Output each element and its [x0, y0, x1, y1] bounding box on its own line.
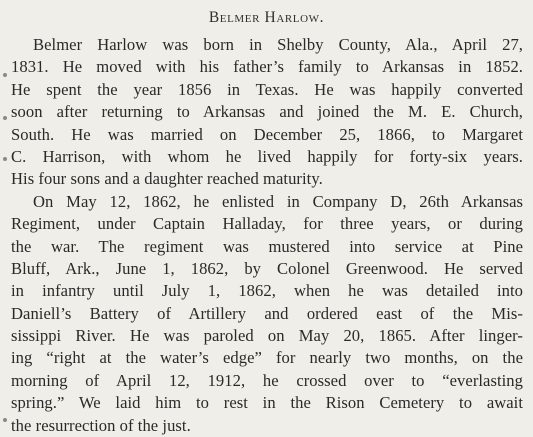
body-text — [11, 34, 523, 437]
text-line: Belmer Harlow was born in Shelby County, Ala., April 27, — [33, 35, 523, 54]
text-line: sissippi River. He was paroled on May 20, 1865. After linger- — [11, 326, 523, 346]
text-line: the war. The regiment was mustered into service at Pine — [11, 236, 523, 256]
text-line: the resurrection of the just. — [11, 415, 191, 435]
paragraph-service — [11, 191, 523, 437]
text-line: soon after returning to Arkansas and joined the M. E. Church, — [11, 102, 523, 122]
margin-speck — [3, 418, 7, 422]
text-line: C. Harrison, with whom he lived happily for forty-six years. — [11, 146, 523, 166]
page-heading: Belmer Harlow. — [208, 9, 325, 26]
text-line: Bluff, Ark., June 1, 1862, by Colonel Greenwood. He served — [11, 258, 523, 278]
paragraph-birth — [11, 34, 523, 191]
margin-speck — [3, 73, 7, 77]
margin-speck — [3, 116, 7, 120]
text-line: On May 12, 1862, he enlisted in Company D, 26th Arkansas — [33, 191, 523, 211]
text-line: morning of April 12, 1912, he crossed over to “everlasting — [11, 370, 523, 390]
text-line: His four sons and a daughter reached maturity. — [11, 169, 323, 189]
text-line: in infantry until July 1, 1862, when he was detailed into — [11, 281, 523, 301]
text-line: spring.” We laid him to rest in the Rison Cemetery to await — [11, 393, 523, 413]
text-line: ing “right at the water’s edge” for nearly two months, on the — [11, 348, 523, 368]
text-line: South. He was married on December 25, 1866, to Margaret — [11, 124, 523, 144]
text-line: He spent the year 1856 in Texas. He was happily converted — [11, 79, 523, 99]
text-line: 1831. He moved with his father’s family to Arkansas in 1852. — [11, 57, 523, 77]
text-line: Daniell’s Battery of Artillery and ordered east of the Mis- — [11, 303, 523, 323]
margin-speck — [3, 157, 7, 161]
text-line: Regiment, under Captain Halladay, for three years, or during — [11, 214, 523, 234]
